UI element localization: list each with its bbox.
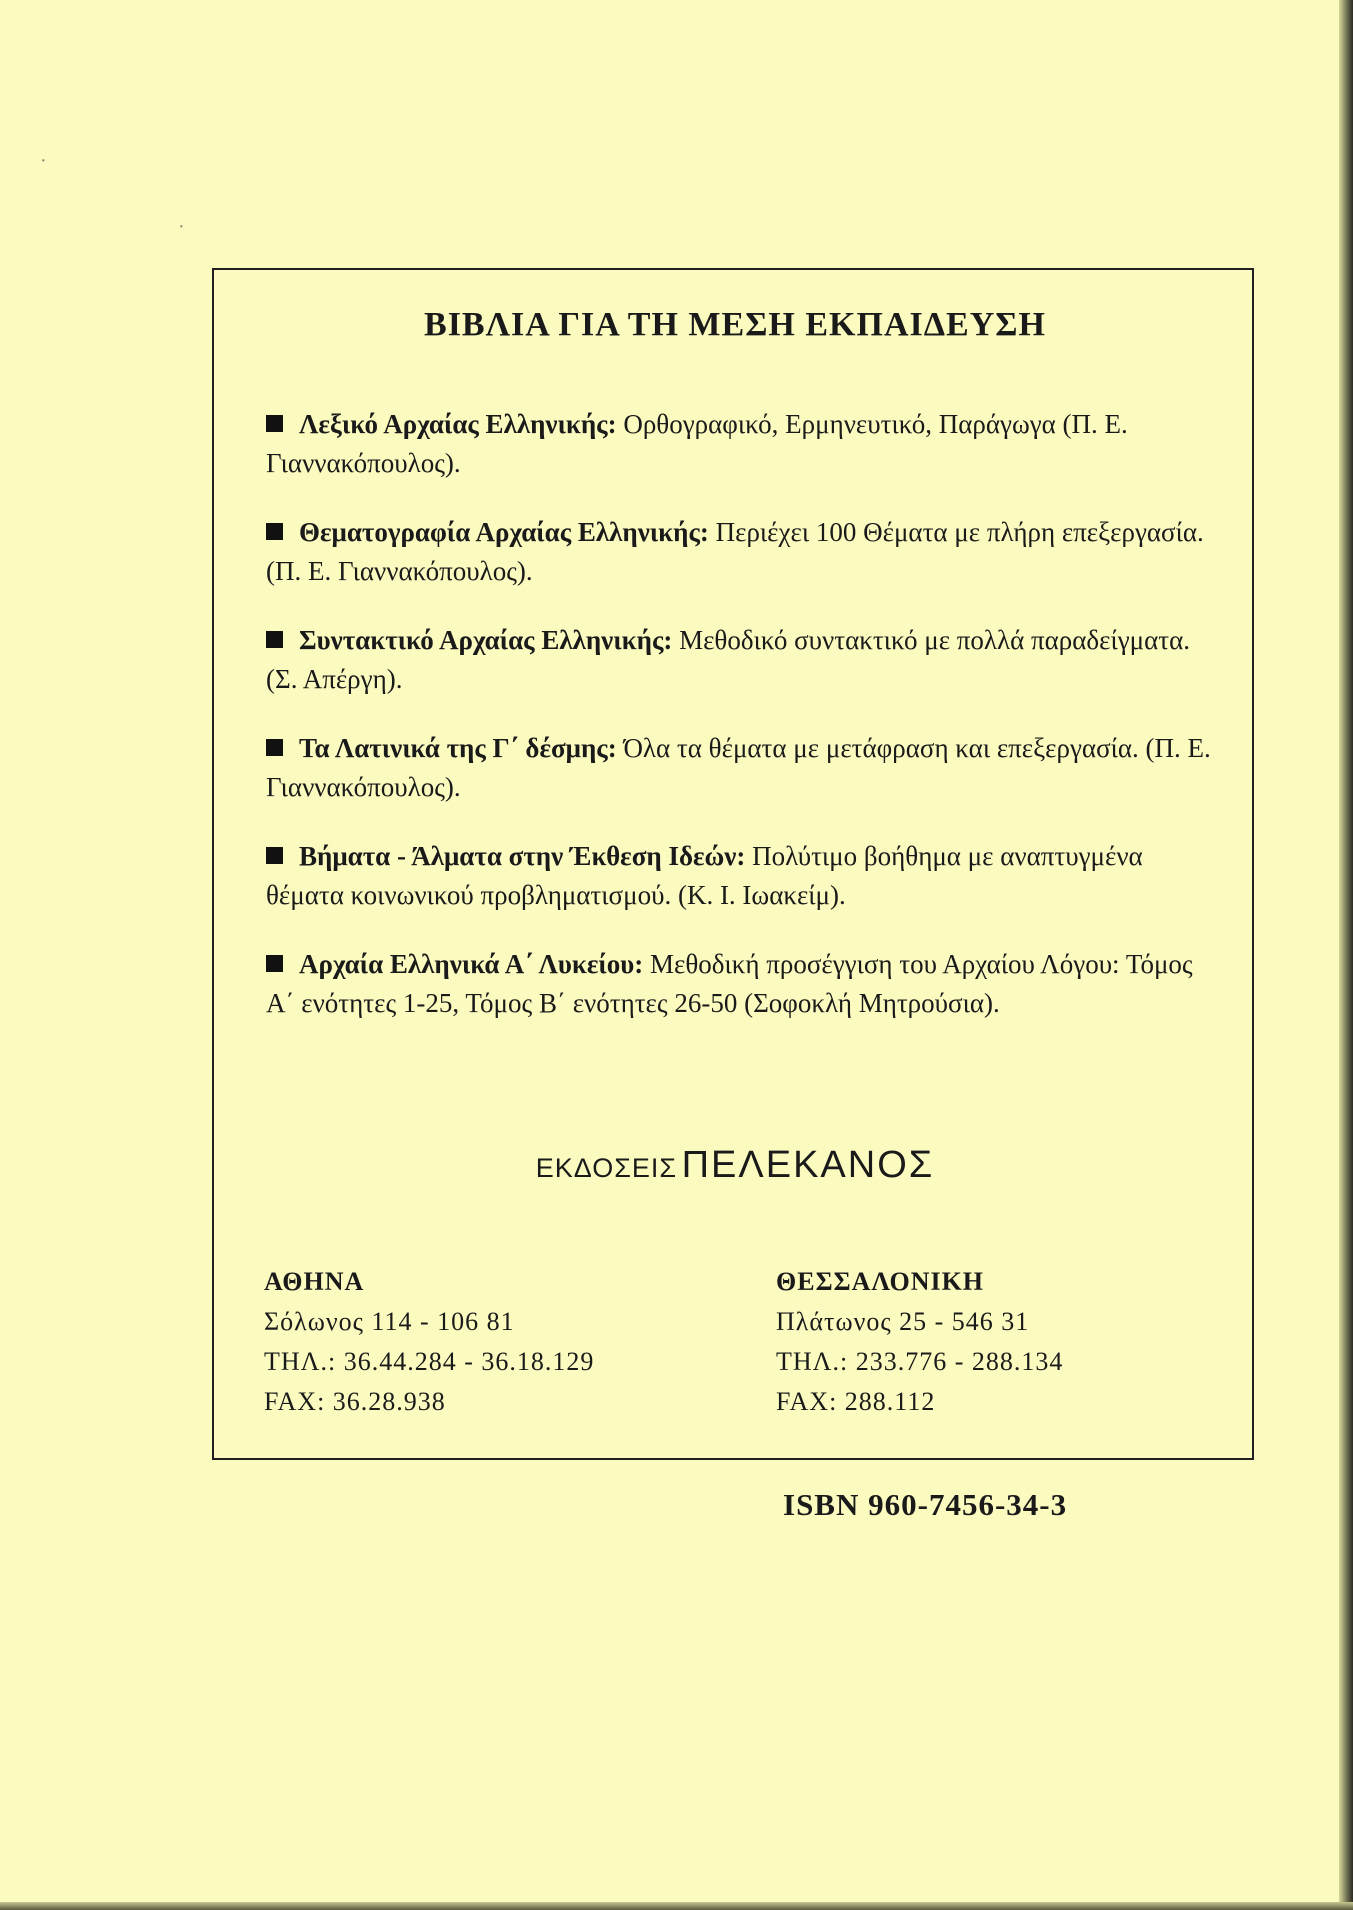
page-edge-shadow bbox=[1339, 0, 1353, 1910]
office-phone: ΤΗΛ.: 36.44.284 - 36.18.129 bbox=[264, 1347, 595, 1376]
book-title: Λεξικό Αρχαίας Ελληνικής: bbox=[299, 409, 617, 439]
square-bullet-icon bbox=[266, 739, 283, 756]
square-bullet-icon bbox=[266, 847, 283, 864]
office-athens bbox=[264, 1262, 594, 1422]
publisher-name bbox=[214, 1144, 1256, 1187]
page-bottom-edge bbox=[0, 1902, 1353, 1910]
book-title: Θεματογραφία Αρχαίας Ελληνικής: bbox=[299, 517, 709, 547]
book-list bbox=[266, 405, 1226, 1053]
book-description: Ορθογραφικό, Ερμηνευτικό, Παράγωγα (Π. Ε. Γιαννακόπουλος). bbox=[266, 409, 1128, 478]
office-fax: FAX: 288.112 bbox=[776, 1387, 936, 1416]
book-description: Μεθοδικό συντακτικό με πολλά παραδείγματα. (Σ. Απέργη). bbox=[266, 625, 1191, 694]
office-city: ΑΘΗΝΑ bbox=[264, 1267, 365, 1296]
publisher-prefix: ΕΚΔΟΣΕΙΣ bbox=[535, 1153, 678, 1183]
page-title: ΒΙΒΛΙΑ ΓΙΑ ΤΗ ΜΕΣΗ ΕΚΠΑΙΔΕΥΣΗ bbox=[424, 306, 1046, 343]
book-description: Μεθοδική προσέγγιση του Αρχαίου Λόγου: Τόμος Α΄ ενότητες 1-25, Τόμος Β΄ ενότητες 26-50 (Σοφοκλή Μητρούσια). bbox=[266, 949, 1193, 1018]
book-description: Περιέχει 100 Θέματα με πλήρη επεξεργασία. (Π. Ε. Γιαννακόπουλος). bbox=[266, 517, 1204, 586]
book-description: Όλα τα θέματα με μετάφραση και επεξεργασία. (Π. Ε. Γιαννακόπουλος). bbox=[266, 733, 1211, 802]
list-item bbox=[266, 513, 1226, 591]
square-bullet-icon bbox=[266, 955, 283, 972]
square-bullet-icon bbox=[266, 415, 283, 432]
book-title: Τα Λατινικά της Γ΄ δέσμης: bbox=[299, 733, 617, 763]
isbn-number: ISBN 960-7456-34-3 bbox=[783, 1487, 1068, 1522]
list-item bbox=[266, 945, 1226, 1023]
office-thessaloniki bbox=[776, 1262, 1063, 1422]
publisher-brand: ΠΕΛΕΚΑΝΟΣ bbox=[681, 1144, 935, 1186]
list-item bbox=[266, 621, 1226, 699]
list-item bbox=[266, 405, 1226, 483]
book-description: Πολύτιμο βοήθημα με αναπτυγμένα θέματα κοινωνικού προβληματισμού. (Κ. Ι. Ιωακείμ). bbox=[266, 841, 1143, 910]
office-fax: FAX: 36.28.938 bbox=[264, 1387, 446, 1416]
office-address: Πλάτωνος 25 - 546 31 bbox=[776, 1307, 1030, 1336]
square-bullet-icon bbox=[266, 523, 283, 540]
book-title: Συντακτικό Αρχαίας Ελληνικής: bbox=[299, 625, 673, 655]
book-list-frame bbox=[212, 268, 1254, 1460]
book-title: Βήματα - Άλματα στην Έκθεση Ιδεών: bbox=[299, 841, 746, 871]
office-phone: ΤΗΛ.: 233.776 - 288.134 bbox=[776, 1347, 1064, 1376]
list-item bbox=[266, 729, 1226, 807]
square-bullet-icon bbox=[266, 631, 283, 648]
paper-speck: · bbox=[40, 150, 47, 172]
paper-speck: · bbox=[178, 216, 185, 238]
office-city: ΘΕΣΣΑΛΟΝΙΚΗ bbox=[776, 1267, 985, 1296]
office-address: Σόλωνος 114 - 106 81 bbox=[264, 1307, 515, 1336]
book-title: Αρχαία Ελληνικά Α΄ Λυκείου: bbox=[299, 949, 644, 979]
list-item bbox=[266, 837, 1226, 915]
